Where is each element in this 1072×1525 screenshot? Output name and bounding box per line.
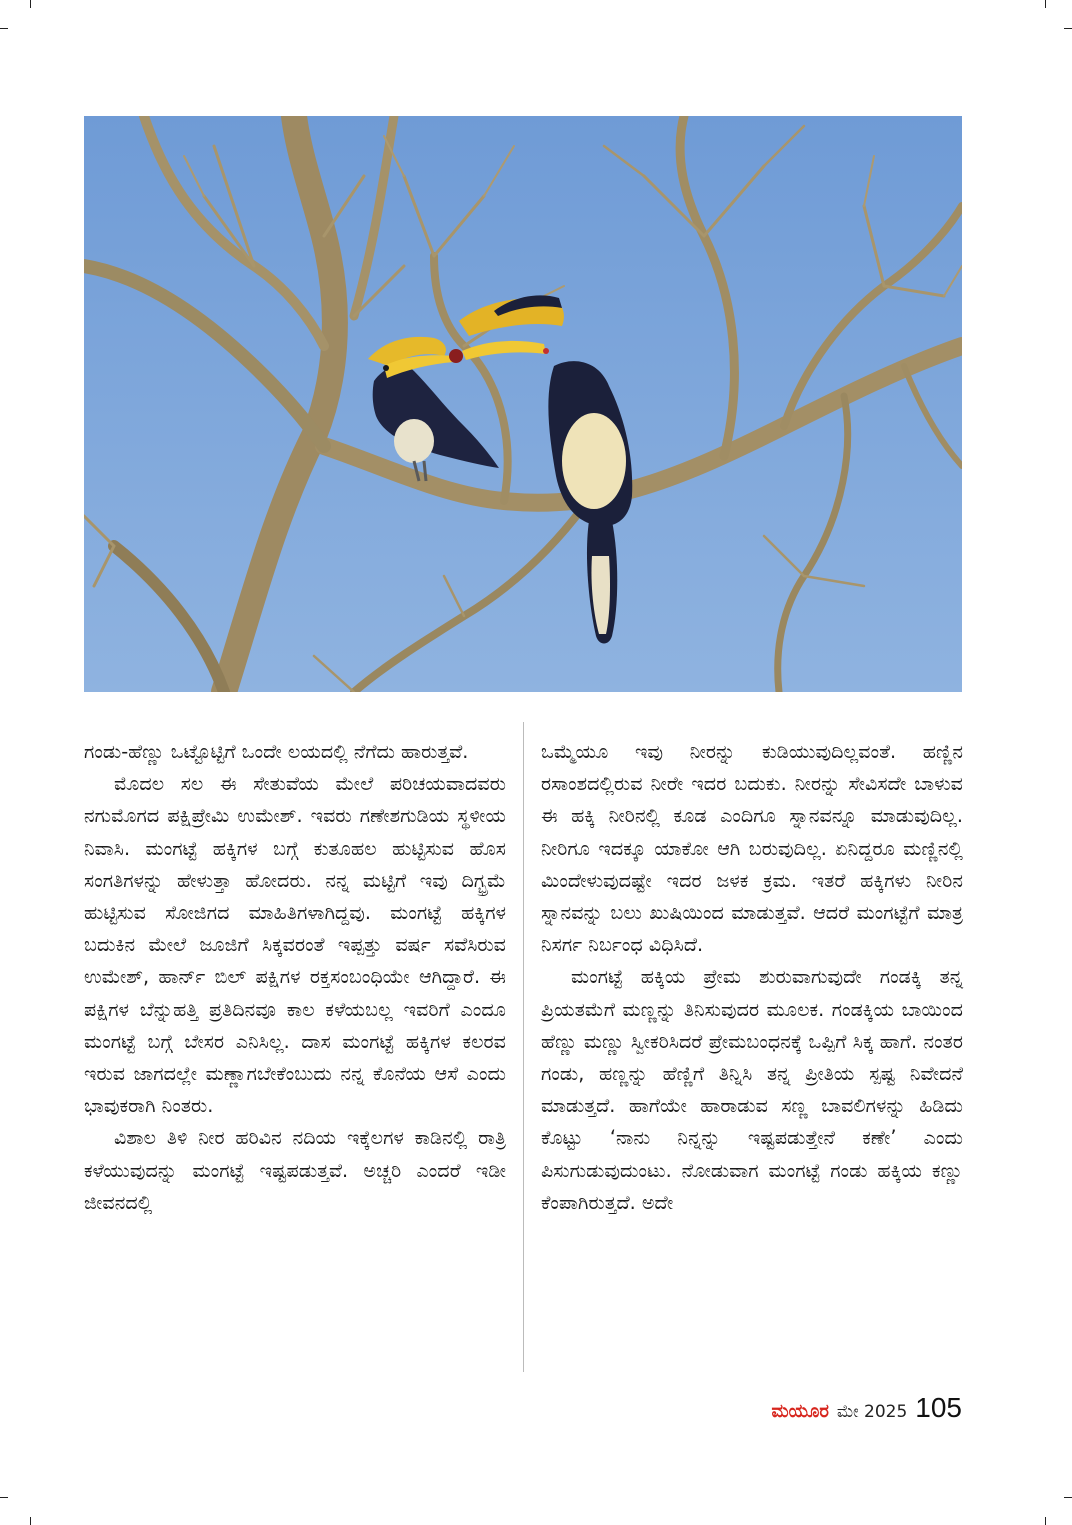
hornbill-photo <box>84 116 962 692</box>
article-column-left <box>84 736 506 1219</box>
column-divider <box>523 722 524 1372</box>
paragraph: ಮೊದಲ ಸಲ ಈ ಸೇತುವೆಯ ಮೇಲೆ ಪರಿಚಯವಾದವರು ನಗುಮೊಗದ ಪಕ್ಷಿಪ್ರೇಮಿ ಉಮೇಶ್. ಇವರು ಗಣೇಶಗುಡಿಯ ಸ್ಥಳೀಯ ನಿವಾಸಿ. ಮಂಗಟ್ಟೆ ಹಕ್ಕಿಗಳ ಬಗ್ಗೆ ಕುತೂಹಲ ಹುಟ್ಟಿಸುವ ಹೊಸ ಸಂಗತಿಗಳನ್ನು ಹೇಳುತ್ತಾ ಹೋದರು. ನನ್ನ ಮಟ್ಟಿಗೆ ಇವು ದಿಗ್ಭ್ರಮೆ ಹುಟ್ಟಿಸುವ ಸೋಜಿಗದ ಮಾಹಿತಿಗಳಾಗಿದ್ದವು. ಮಂಗಟ್ಟೆ ಹಕ್ಕಿಗಳ ಬದುಕಿನ ಮೇಲೆ ಜೂಜಿಗೆ ಸಿಕ್ಕವರಂತೆ ಇಪ್ಪತ್ತು ವರ್ಷ ಸವೆಸಿರುವ ಉಮೇಶ್, ಹಾರ್ನ್ ಬಿಲ್ ಪಕ್ಷಿಗಳ ರಕ್ತಸಂಬಂಧಿಯೇ ಆಗಿದ್ದಾರೆ. ಈ ಪಕ್ಷಿಗಳ ಬೆನ್ನುಹತ್ತಿ ಪ್ರತಿದಿನವೂ ಕಾಲ ಕಳೆಯಬಲ್ಲ ಇವರಿಗೆ ಎಂದೂ ಮಂಗಟ್ಟೆ ಬಗ್ಗೆ ಬೇಸರ ಎನಿಸಿಲ್ಲ. ದಾಸ ಮಂಗಟ್ಟೆ ಹಕ್ಕಿಗಳ ಕಲರವ ಇರುವ ಜಾಗದಲ್ಲೇ ಮಣ್ಣಾಗಬೇಕೆಂಬುದು ನನ್ನ ಕೊನೆಯ ಆಸೆ ಎಂದು ಭಾವುಕರಾಗಿ ನಿಂತರು. <box>84 772 506 1118</box>
paragraph: ವಿಶಾಲ ತಿಳಿ ನೀರ ಹರಿವಿನ ನದಿಯ ಇಕ್ಕೆಲಗಳ ಕಾಡಿನಲ್ಲಿ ರಾತ್ರಿ ಕಳೆಯುವುದನ್ನು ಮಂಗಟ್ಟೆ ಇಷ್ಟಪಡುತ್ತವೆ. ಅಚ್ಚರಿ ಎಂದರೆ ಇಡೀ ಜೀವನದಲ್ಲಿ <box>84 1126 506 1214</box>
crop-mark <box>1064 28 1072 29</box>
page-number: 105 <box>915 1392 962 1423</box>
crop-mark <box>1045 1517 1046 1525</box>
crop-mark <box>0 28 8 29</box>
paragraph: ಮಂಗಟ್ಟೆ ಹಕ್ಕಿಯ ಪ್ರೇಮ ಶುರುವಾಗುವುದೇ ಗಂಡಕ್ಕಿ ತನ್ನ ಪ್ರಿಯತಮೆಗೆ ಮಣ್ಣನ್ನು ತಿನಿಸುವುದರ ಮೂಲಕ. ಗಂಡಕ್ಕಿಯ ಬಾಯಿಂದ ಹೆಣ್ಣು ಮಣ್ಣು ಸ್ವೀಕರಿಸಿದರೆ ಪ್ರೇಮಬಂಧನಕ್ಕೆ ಒಪ್ಪಿಗೆ ಸಿಕ್ಕ ಹಾಗೆ. ನಂತರ ಗಂಡು, ಹಣ್ಣನ್ನು ಹೆಣ್ಣಿಗೆ ತಿನ್ನಿಸಿ ತನ್ನ ಪ್ರೀತಿಯ ಸ್ಪಷ್ಟ ನಿವೇದನೆ ಮಾಡುತ್ತದೆ. ಹಾಗೆಯೇ ಹಾರಾಡುವ ಸಣ್ಣ ಬಾವಲಿಗಳನ್ನು ಹಿಡಿದು ಕೊಟ್ಟು ‘ನಾನು ನಿನ್ನನ್ನು ಇಷ್ಟಪಡುತ್ತೇನೆ ಕಣೇ’ ಎಂದು ಪಿಸುಗುಡುವುದುಂಟು. ನೋಡುವಾಗ ಮಂಗಟ್ಟೆ ಗಂಡು ಹಕ್ಕಿಯ ಕಣ್ಣು ಕೆಂಪಾಗಿರುತ್ತದೆ. ಅದೇ <box>541 965 963 1214</box>
issue-date: ಮೇ 2025 <box>836 1402 908 1422</box>
crop-mark <box>30 0 31 8</box>
magazine-logo: ಮಯೂರ <box>771 1401 829 1422</box>
page-footer <box>771 1392 962 1428</box>
paragraph: ಒಮ್ಮೆಯೂ ಇವು ನೀರನ್ನು ಕುಡಿಯುವುದಿಲ್ಲವಂತೆ. ಹಣ್ಣಿನ ರಸಾಂಶದಲ್ಲಿರುವ ನೀರೇ ಇದರ ಬದುಕು. ನೀರನ್ನು ಸೇವಿಸದೇ ಬಾಳುವ ಈ ಹಕ್ಕಿ ನೀರಿನಲ್ಲಿ ಕೂಡ ಎಂದಿಗೂ ಸ್ನಾನವನ್ನೂ ಮಾಡುವುದಿಲ್ಲ. ನೀರಿಗೂ ಇದಕ್ಕೂ ಯಾಕೋ ಆಗಿ ಬರುವುದಿಲ್ಲ. ಏನಿದ್ದರೂ ಮಣ್ಣಿನಲ್ಲಿ ಮಿಂದೇಳುವುದಷ್ಟೇ ಇದರ ಜಳಕ ಕ್ರಮ. ಇತರೆ ಹಕ್ಕಿಗಳು ನೀರಿನ ಸ್ನಾನವನ್ನು ಬಲು ಖುಷಿಯಿಂದ ಮಾಡುತ್ತವೆ. ಆದರೆ ಮಂಗಟ್ಟೆಗೆ ಮಾತ್ರ ನಿಸರ್ಗ ನಿರ್ಬಂಧ ವಿಧಿಸಿದೆ. <box>541 740 963 957</box>
crop-mark <box>30 1517 31 1525</box>
crop-mark <box>0 1497 8 1498</box>
crop-mark <box>1045 0 1046 8</box>
paragraph: ಗಂಡು-ಹೆಣ್ಣು ಒಟ್ಟೊಟ್ಟಿಗೆ ಒಂದೇ ಲಯದಲ್ಲಿ ನೆಗೆದು ಹಾರುತ್ತವೆ. <box>84 740 469 763</box>
crop-mark <box>1064 1497 1072 1498</box>
article-column-right <box>541 736 963 1219</box>
